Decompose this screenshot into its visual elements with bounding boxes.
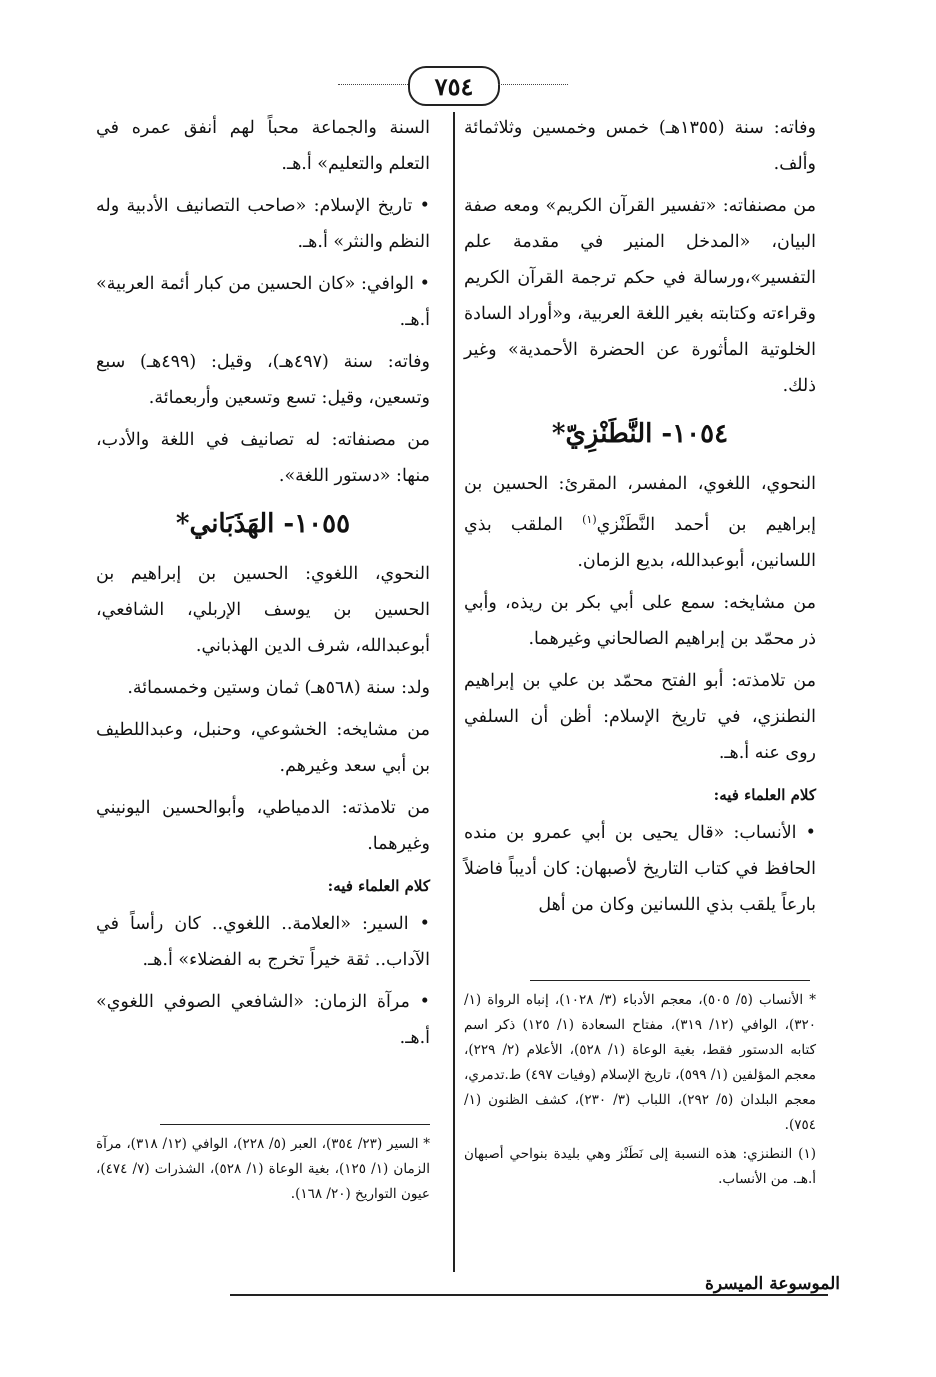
death-paragraph: وفاته: سنة (٤٩٧هـ)، وقيل: (٤٩٩هـ) سبع وتسعين، وقيل: تسع وتسعين وأربعمائة. xyxy=(96,352,430,408)
teachers-paragraph: من مشايخه: سمع على أبي بكر بن ريذه، وأبي ذر محمّد بن إبراهيم الصالحاني وغيرهما. xyxy=(464,592,816,649)
biography-paragraph: النحوي، اللغوي: الحسين بن إبراهيم بن الحسين بن يوسف الإربلي، الشافعي، أبوعبدالله، شرف الدين الهذباني. xyxy=(96,564,430,656)
entry-heading-1054: ١٠٥٤- النَّطَنْزِيّ* xyxy=(551,419,729,449)
left-column xyxy=(96,110,430,1062)
biography-text-rest: الملقب بذي اللسانين، أبوعبدالله، بديع الزمان. xyxy=(464,514,816,571)
scholars-heading: كلام العلماء فيه: xyxy=(713,785,816,804)
teachers-paragraph: من مشايخه: الخشوعي، وحنبل، وعبداللطيف بن أبي سعد وغيرهم. xyxy=(96,720,430,776)
left-footnote-rule xyxy=(160,1124,430,1125)
footnote-sources: * الأنساب (٥/ ٥٠٥)، معجم الأدباء (٣/ ١٠٢٨)، إنباه الرواة (١/ ٣٢٠)، الوافي (١٢/ ٣١٩)، مفتاح السعادة (١/ ١٢٥) ذكر اسم كتابه الدستور فقط، بغية الوعاة (١/ ٥٢٨)، الأعلام (٢/ ٢٢٩)، معجم المؤلفين (١/ ٥٩٩)، تاريخ الإسلام (وفيات ٤٩٧) ط.تدمري، معجم البلدان (٥/ ٢٩٢)، اللباب (٣/ ٢٣٠)، كشف الظنون (١/ ٧٥٤). xyxy=(464,992,817,1133)
column-divider xyxy=(453,112,455,1272)
right-column xyxy=(464,110,816,929)
right-footnote-rule xyxy=(530,980,810,981)
death-paragraph: وفاته: سنة (١٣٥٥هـ) خمس وخمسين وثلاثمائة وألف. xyxy=(464,118,816,174)
ansab-quote: • الأنساب: «قال يحيى بن أبي عمرو بن منده الحافظ في كتاب التاريخ لأصبهان: كان أديباً فاضلاً بارعاً يلقب بذي اللسانين وكان من أهل xyxy=(464,822,816,915)
continuation-paragraph: السنة والجماعة محباً لهم أنفق عمره في التعلم والتعليم» أ.هـ. xyxy=(96,118,430,174)
biography-text: النحوي، اللغوي، المفسر، المقرئ: الحسين بن إبراهيم بن أحمد النَّطَنْزي xyxy=(464,474,816,535)
works-paragraph: من مصنفاته: له تصانيف في اللغة والأدب، منها: «دستور اللغة». xyxy=(96,430,430,486)
siyar-quote: • السير: «العلامة.. اللغوي.. كان رأساً في الآداب.. ثقة خيراً تخرج به الفضلاء» أ.هـ. xyxy=(96,914,430,970)
footnote-sources: * السير (٢٣/ ٣٥٤)، العبر (٥/ ٢٢٨)، الوافي (١٢/ ٣١٨)، مرآة الزمان (١/ ١٢٥)، بغية الوعاة (١/ ٥٢٨)، الشذرات (٧/ ٤٧٤)، عيون التواريخ (٢٠/ ١٦٨). xyxy=(96,1136,431,1202)
footnote-ref: (١) xyxy=(582,513,597,526)
wafi-quote: • الوافي: «كان الحسين من كبار أئمة العربية» أ.هـ. xyxy=(96,274,430,330)
scholars-heading: كلام العلماء فيه: xyxy=(327,877,430,895)
page-number-ornament-left xyxy=(338,84,408,85)
entry-heading-1055: ١٠٥٥- الهَذَبَاني* xyxy=(175,509,351,539)
page-number: ٧٥٤ xyxy=(408,66,500,106)
footer-title: الموسوعة الميسرة xyxy=(697,1274,840,1294)
biography-paragraph xyxy=(464,466,816,579)
footer-rule xyxy=(230,1294,828,1296)
works-paragraph: من مصنفاته: «تفسير القرآن الكريم» ومعه صفة البيان، «المدخل المنير في مقدمة علم التفسير»،ورسالة في حكم ترجمة القرآن الكريم وقراءته وكتابته بغير اللغة العربية، و«أوراد السادة الخلوتية المأثورة عن الحضرة الأحمدية» وغير ذلك. xyxy=(464,196,816,396)
students-paragraph: من تلامذته: الدمياطي، وأبوالحسين اليونيني وغيرهما. xyxy=(96,798,430,854)
birth-paragraph: ولد: سنة (٥٦٨هـ) ثمان وستين وخمسمائة. xyxy=(127,678,430,698)
left-footnotes xyxy=(96,1132,430,1211)
page-number-ornament-right xyxy=(498,84,568,85)
tarikh-quote: • تاريخ الإسلام: «صاحب التصانيف الأدبية وله النظم والنثر» أ.هـ. xyxy=(96,196,430,252)
right-footnotes xyxy=(464,988,816,1196)
mirat-quote: • مرآة الزمان: «الشافعي الصوفي اللغوي» أ.هـ. xyxy=(96,992,430,1048)
students-paragraph: من تلامذته: أبو الفتح محمّد بن علي بن إبراهيم النطنزي، في تاريخ الإسلام: أظن أن السلفي روى عنه أ.هـ. xyxy=(464,670,816,763)
footnote-1: (١) النطنزي: هذه النسبة إلى نَطَنْز وهي بليدة بنواحي أصبهان أ.هـ. من الأنساب. xyxy=(464,1146,816,1187)
